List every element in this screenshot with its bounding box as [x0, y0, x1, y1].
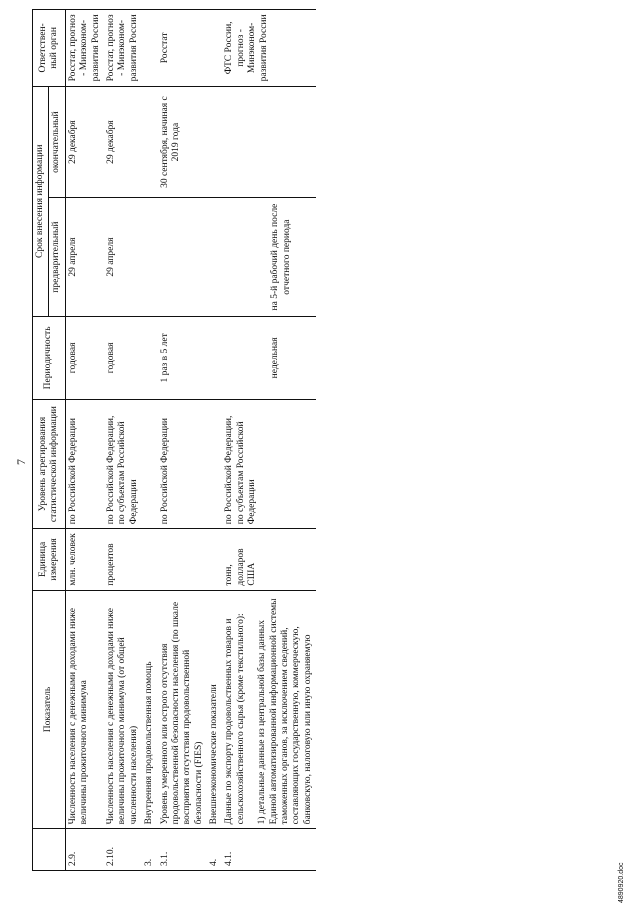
- row-num: 3.: [142, 829, 157, 871]
- row-periodicity: годовая: [104, 316, 142, 399]
- section-row: [142, 10, 157, 871]
- row-preliminary: [158, 198, 208, 316]
- row-preliminary: 29 апреля: [104, 198, 142, 316]
- row-preliminary: на 5-й рабочий день после отчетного периода: [222, 198, 316, 316]
- row-indicator: Уровень умеренного или острого отсутствия продовольственной безопасности населения (по шкале восприятия отсутствия продовольственной безопасности (FIES): [158, 590, 208, 829]
- section-title: Внутренняя продовольственная помощь: [142, 590, 157, 829]
- row-indicator-cell: [222, 590, 316, 829]
- header-periodicity: Периодичность: [33, 316, 66, 399]
- row-num: 2.10.: [104, 829, 142, 871]
- section-title: Внешнеэкономические показатели: [207, 590, 222, 829]
- row-responsible: Росстат: [158, 10, 208, 87]
- row-final: [222, 86, 316, 198]
- row-level: по Российской Федерации, по субъектам Российской Федерации: [222, 400, 316, 529]
- row-periodicity: 1 раз в 5 лет: [158, 316, 208, 399]
- table-header: [33, 10, 66, 871]
- row-indicator: Численность населения с денежными доходами ниже величины прожиточного минимума: [65, 590, 104, 829]
- table-row: [65, 10, 104, 871]
- header-final: окончательный: [49, 86, 65, 198]
- row-unit: тонн, долларов США: [222, 529, 316, 590]
- header-responsible: Ответствен- ный орган: [33, 10, 66, 87]
- header-num: [33, 829, 66, 871]
- row-responsible: ФТС России, прогноз - Минэконом- развития России: [222, 10, 316, 87]
- row-final: 30 сентября, начиная с 2019 года: [158, 86, 208, 198]
- document-reference: 4890920.doc: [618, 862, 625, 903]
- header-deadline-group: Срок внесения информации: [33, 86, 49, 316]
- row-indicator: Данные по экспорту продовольственных товаров и сельскохозяйственного сырья (кроме текстильного):: [224, 613, 246, 825]
- row-unit: [158, 529, 208, 590]
- row-periodicity: недельная: [222, 316, 316, 399]
- row-indicator-subitem: 1) детальные данные из центральной базы данных Единой автоматизированной информационной системы таможенных органов, за исключением сведений, составляющих государственную, коммерческую, банковскую, налоговую или иную охраняемую: [257, 598, 313, 825]
- row-num: 4.: [207, 829, 222, 871]
- row-periodicity: годовая: [65, 316, 104, 399]
- row-num: 4.1.: [222, 829, 316, 871]
- row-responsible: Росстат, прогноз - Минэконом- развития России: [104, 10, 142, 87]
- row-unit: млн. человек: [65, 529, 104, 590]
- row-preliminary: 29 апреля: [65, 198, 104, 316]
- row-level: по Российской Федерации: [65, 400, 104, 529]
- row-level: по Российской Федерации: [158, 400, 208, 529]
- table-row: [158, 10, 208, 871]
- indicators-table: [32, 9, 316, 871]
- table-row: [222, 10, 316, 871]
- row-level: по Российской Федерации, по субъектам Российской Федерации: [104, 400, 142, 529]
- header-unit: Единица измерения: [33, 529, 66, 590]
- section-row: [207, 10, 222, 871]
- header-preliminary: предварительный: [49, 198, 65, 316]
- row-num: 3.1.: [158, 829, 208, 871]
- row-num: 2.9.: [65, 829, 104, 871]
- row-indicator: Численность населения с денежными доходами ниже величины прожиточного минимума (от общей численности населения): [104, 590, 142, 829]
- row-final: 29 декабря: [65, 86, 104, 198]
- table-row: [104, 10, 142, 871]
- header-indicator: Показатель: [33, 590, 66, 829]
- row-final: 29 декабря: [104, 86, 142, 198]
- row-responsible: Росстат, прогноз - Минэконом- развития России: [65, 10, 104, 87]
- page-number: 7: [14, 459, 28, 465]
- header-level: Уровень агрегирования статистической информации: [33, 400, 66, 529]
- row-unit: процентов: [104, 529, 142, 590]
